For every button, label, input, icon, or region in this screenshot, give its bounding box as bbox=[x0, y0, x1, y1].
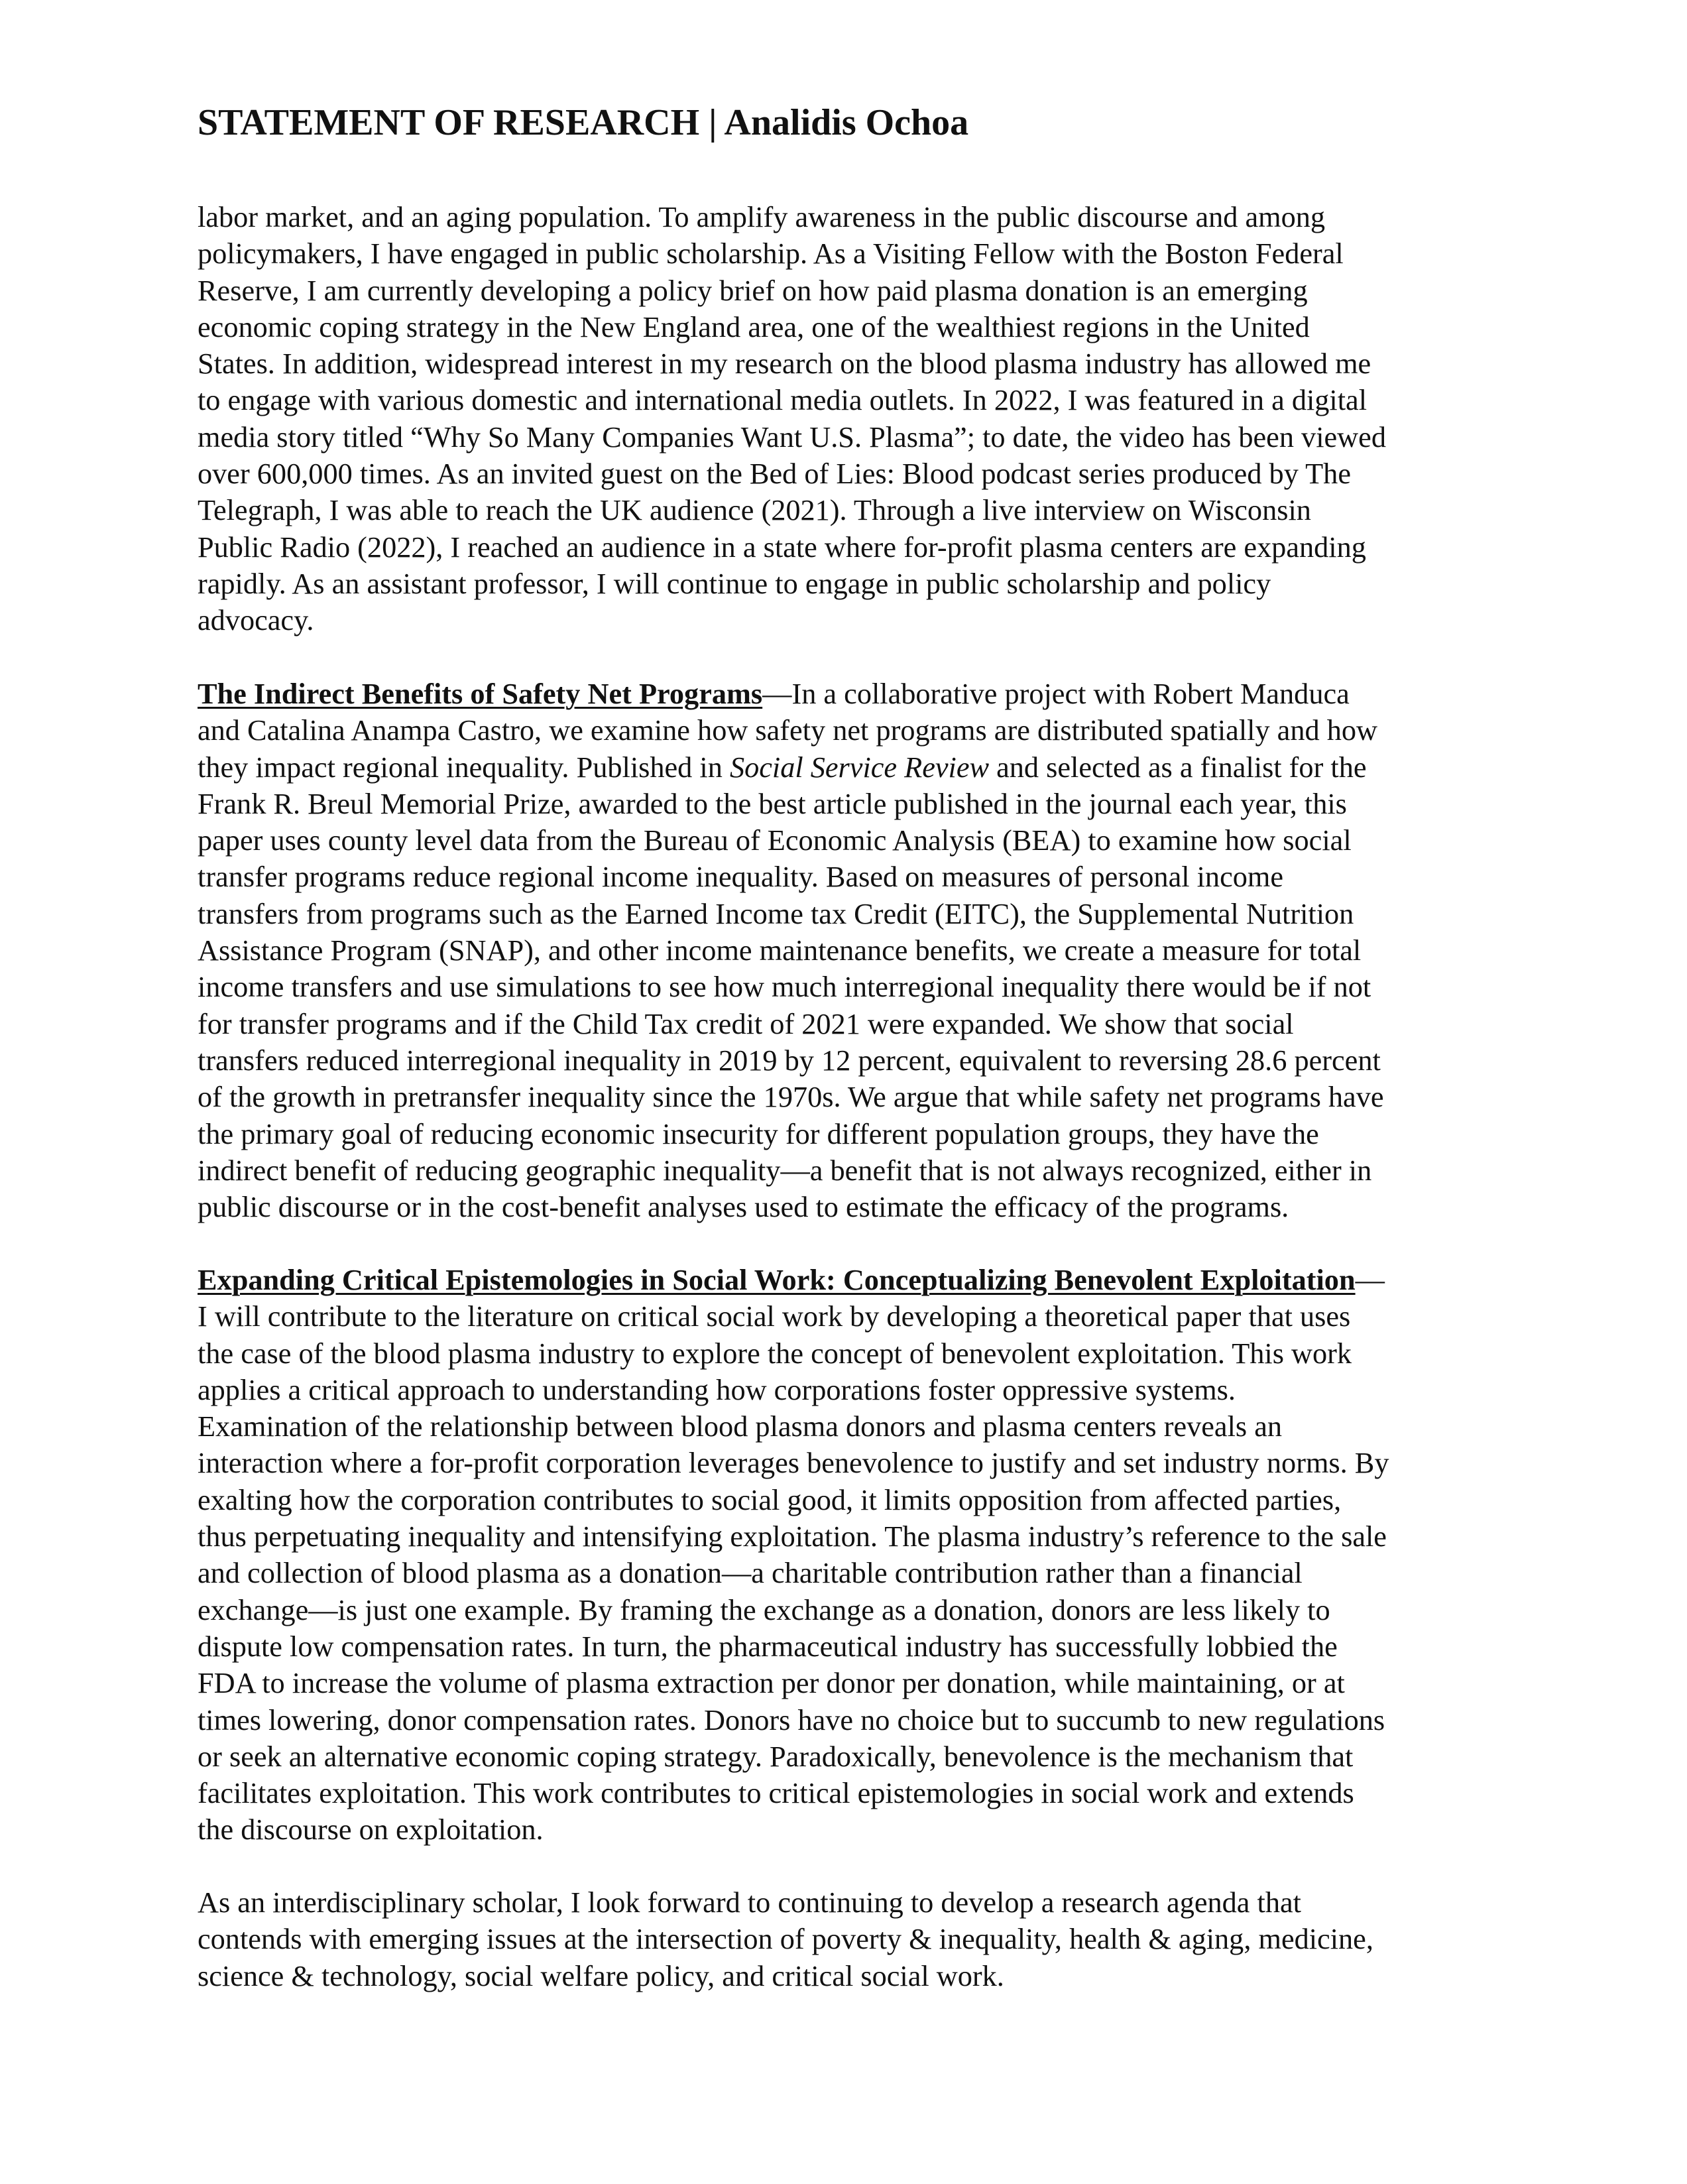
text-line: economic coping strategy in the New England area, one of the wealthiest regions in the United bbox=[198, 310, 1310, 343]
text-line: and collection of blood plasma as a donation—a charitable contribution rather than a financial bbox=[198, 1557, 1303, 1590]
text-line: labor market, and an aging population. To amplify awareness in the public discourse and among bbox=[198, 201, 1326, 233]
text-line: income transfers and use simulations to see how much interregional inequality there would be if not bbox=[198, 971, 1371, 1004]
text-line: policymakers, I have engaged in public scholarship. As a Visiting Fellow with the Boston Federal bbox=[198, 237, 1344, 271]
text-line: FDA to increase the volume of plasma extraction per donor per donation, while maintaining, or at bbox=[198, 1667, 1345, 1700]
journal-line-prefix: they impact regional inequality. Published in bbox=[198, 751, 730, 784]
text-line: transfer programs reduce regional income inequality. Based on measures of personal income bbox=[198, 861, 1283, 894]
text-line: contends with emerging issues at the intersection of poverty & inequality, health & aging, medicine, bbox=[198, 1923, 1373, 1956]
text-line: thus perpetuating inequality and intensifying exploitation. The plasma industry’s reference to the sale bbox=[198, 1520, 1387, 1553]
text-line: science & technology, social welfare policy, and critical social work. bbox=[198, 1959, 1004, 1992]
text-line: over 600,000 times. As an invited guest on the Bed of Lies: Blood podcast series produced by The bbox=[198, 457, 1351, 491]
text-line: dispute low compensation rates. In turn, the pharmaceutical industry has successfully lobbied the bbox=[198, 1630, 1338, 1663]
text-line: the case of the blood plasma industry to explore the concept of benevolent exploitation. This work bbox=[198, 1337, 1352, 1370]
text-line: Reserve, I am currently developing a policy brief on how paid plasma donation is an emerging bbox=[198, 274, 1308, 307]
text-line: Telegraph, I was able to reach the UK audience (2021). Through a live interview on Wisconsin bbox=[198, 494, 1311, 527]
text-line: the primary goal of reducing economic insecurity for different population groups, they have the bbox=[198, 1117, 1319, 1150]
text-line: transfers from programs such as the Earned Income tax Credit (EITC), the Supplemental Nutrition bbox=[198, 897, 1354, 930]
text-line: transfers reduced interregional inequality in 2019 by 12 percent, equivalent to reversing 28.6 percent bbox=[198, 1044, 1381, 1077]
page-header: STATEMENT OF RESEARCH | Analidis Ochoa bbox=[198, 102, 969, 143]
text-line: indirect benefit of reducing geographic inequality—a benefit that is not always recognized, either in bbox=[198, 1154, 1372, 1187]
heading-continuation: —In a collaborative project with Robert Manduca bbox=[762, 678, 1350, 710]
text-line: rapidly. As an assistant professor, I will continue to engage in public scholarship and policy bbox=[198, 567, 1271, 600]
text-line: Frank R. Breul Memorial Prize, awarded to the best article published in the journal each year, this bbox=[198, 787, 1347, 820]
text-line: paper uses county level data from the Bureau of Economic Analysis (BEA) to examine how social bbox=[198, 824, 1352, 857]
text-line: advocacy. bbox=[198, 604, 314, 637]
text-line: times lowering, donor compensation rates. Donors have no choice but to succumb to new regulations bbox=[198, 1703, 1385, 1736]
text-line: or seek an alternative economic coping strategy. Paradoxically, benevolence is the mechanism that bbox=[198, 1740, 1354, 1773]
text-line: to engage with various domestic and international media outlets. In 2022, I was featured in a digital bbox=[198, 384, 1367, 417]
text-line: the discourse on exploitation. bbox=[198, 1813, 544, 1847]
text-line bbox=[198, 676, 1490, 712]
text-line: applies a critical approach to understanding how corporations foster oppressive systems. bbox=[198, 1373, 1236, 1406]
text-line: I will contribute to the literature on critical social work by developing a theoretical paper that uses bbox=[198, 1300, 1351, 1333]
text-line: for transfer programs and if the Child Tax credit of 2021 were expanded. We show that social bbox=[198, 1007, 1294, 1040]
text-line: of the growth in pretransfer inequality since the 1970s. We argue that while safety net programs have bbox=[198, 1081, 1384, 1114]
text-line: public discourse or in the cost-benefit analyses used to estimate the efficacy of the programs. bbox=[198, 1191, 1289, 1224]
text-line bbox=[198, 1262, 1490, 1298]
journal-line-suffix: and selected as a finalist for the bbox=[989, 751, 1367, 784]
text-line: Assistance Program (SNAP), and other income maintenance benefits, we create a measure for total bbox=[198, 934, 1362, 967]
text-line: Public Radio (2022), I reached an audience in a state where for-profit plasma centers are expanding bbox=[198, 530, 1366, 564]
text-line bbox=[198, 749, 1490, 786]
journal-title: Social Service Review bbox=[729, 751, 990, 784]
text-line: States. In addition, widespread interest in my research on the blood plasma industry has allowed me bbox=[198, 347, 1371, 381]
section-heading-safety-net: The Indirect Benefits of Safety Net Programs bbox=[198, 678, 763, 710]
text-line: exchange—is just one example. By framing the exchange as a donation, donors are less likely to bbox=[198, 1593, 1330, 1626]
text-line: interaction where a for-profit corporation leverages benevolence to justify and set industry norms. By bbox=[198, 1447, 1389, 1480]
text-line: media story titled “Why So Many Companies Want U.S. Plasma”; to date, the video has been viewed bbox=[198, 420, 1386, 454]
paragraph-safety-net bbox=[198, 676, 1490, 1225]
heading-continuation: — bbox=[1355, 1264, 1385, 1296]
paragraph-public-scholarship bbox=[198, 199, 1490, 639]
text-line: As an interdisciplinary scholar, I look forward to continuing to develop a research agenda that bbox=[198, 1886, 1301, 1919]
text-line: facilitates exploitation. This work contributes to critical epistemologies in social work and extends bbox=[198, 1777, 1354, 1810]
text-line: and Catalina Anampa Castro, we examine how safety net programs are distributed spatially and how bbox=[198, 714, 1377, 747]
paragraph-closing bbox=[198, 1884, 1490, 1994]
text-line: Examination of the relationship between blood plasma donors and plasma centers reveals an bbox=[198, 1410, 1283, 1443]
text-line: exalting how the corporation contributes to social good, it limits opposition from affected parties, bbox=[198, 1483, 1342, 1516]
section-heading-epistemologies: Expanding Critical Epistemologies in Social Work: Conceptualizing Benevolent Exploitation bbox=[198, 1264, 1356, 1296]
paragraph-benevolent-exploitation bbox=[198, 1262, 1490, 1849]
